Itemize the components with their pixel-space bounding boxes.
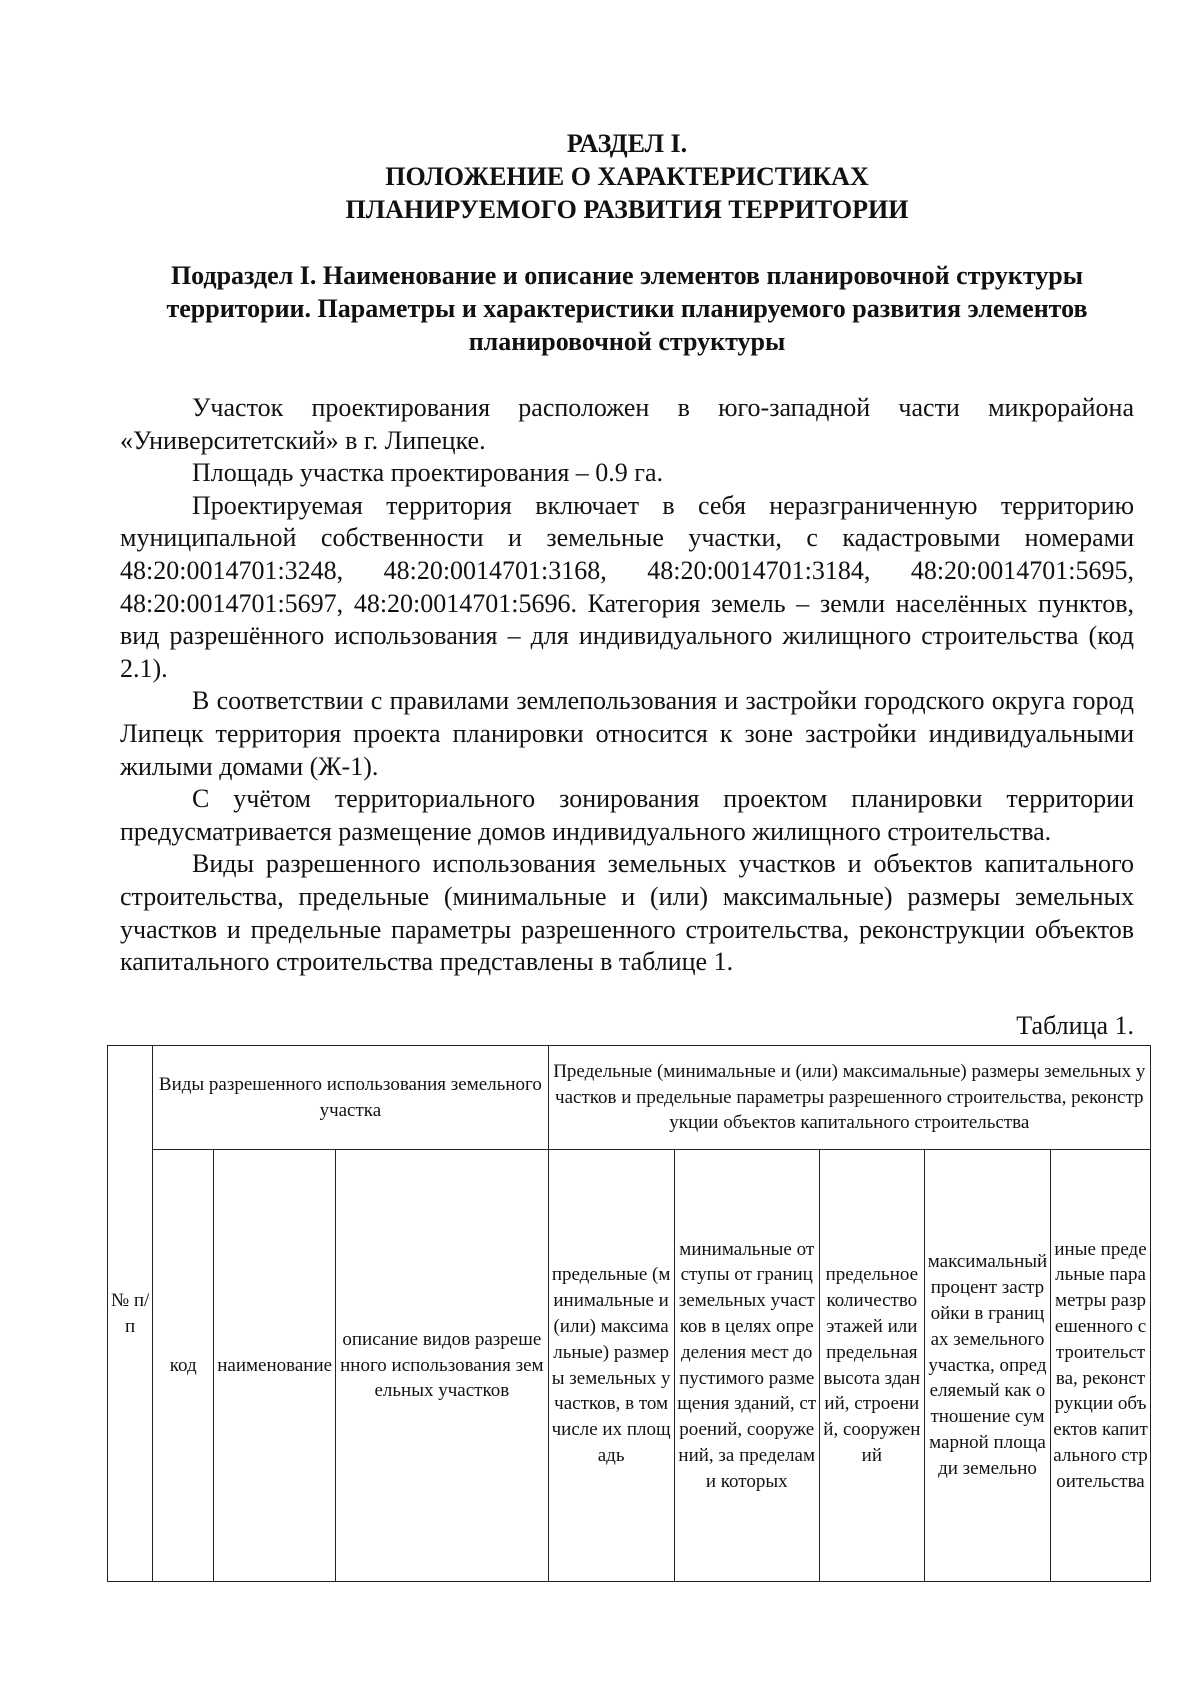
- section-heading-line: РАЗДЕЛ I.: [566, 129, 688, 158]
- header-floors: предельное количество этажей или предельная высота зданий, строений, сооружений: [819, 1150, 924, 1582]
- header-setbacks: минимальные отступы от границ земельных участков в целях определения мест допустимого размещения зданий, строений, сооружений, за пределами которых: [674, 1150, 819, 1582]
- subsection-heading-line: Подраздел I. Наименование и описание элементов планировочной структуры: [170, 261, 1084, 290]
- subsection-heading-line: территории. Параметры и характеристики планируемого развития элементов: [166, 294, 1088, 323]
- section-heading: [120, 127, 1134, 226]
- table-caption: Таблица 1.: [1016, 1011, 1134, 1040]
- subsection-heading: [120, 259, 1134, 358]
- paragraph: Проектируемая территория включает в себя неразграниченную территорию муниципальной собственности и земельные участки, с кадастровыми номерами 48:20:0014701:3248, 48:20:0014701:3168, 48:20:0014701:3184, 48:20:0014701:5695, 48:20:0014701:5697, 48:20:0014701:5696. Категория земель – земли населённых пунктов, вид разрешённого использования – для индивидуального жилищного строительства (код 2.1).: [120, 490, 1134, 683]
- header-description: описание видов разрешенного использования земельных участков: [336, 1150, 548, 1582]
- header-group-use: Виды разрешенного использования земельного участка: [153, 1046, 548, 1150]
- header-other-params: иные предельные параметры разрешенного строительства, реконструкции объектов капитального строительства: [1051, 1150, 1151, 1582]
- section-heading-line: ПЛАНИРУЕМОГО РАЗВИТИЯ ТЕРРИТОРИИ: [345, 195, 909, 224]
- paragraph: В соответствии с правилами землепользования и застройки городского округа город Липецк территория проекта планировки относится к зоне застройки индивидуальными жилыми домами (Ж-1).: [120, 686, 1134, 781]
- header-name: наименование: [214, 1150, 336, 1582]
- header-group-limits: Предельные (минимальные и (или) максимальные) размеры земельных участков и предельные параметры разрешенного строительства, реконструкции объектов капитального строительства: [548, 1046, 1150, 1150]
- header-number: № п/п: [108, 1046, 153, 1582]
- header-code: код: [153, 1150, 214, 1582]
- header-coverage: максимальный процент застройки в границах земельного участка, определяемый как отношение суммарной площади земельно: [924, 1150, 1050, 1582]
- paragraph: Участок проектирования расположен в юго-западной части микрорайона «Университетский» в г. Липецке.: [120, 393, 1134, 455]
- land-use-table: [107, 1045, 1151, 1582]
- paragraph: Виды разрешенного использования земельных участков и объектов капитального строительства, предельные (минимальные и (или) максимальные) размеры земельных участков и предельные параметры разрешенного строительства, реконструкции объектов капитального строительства представлены в таблице 1.: [120, 849, 1134, 977]
- header-plot-size: предельные (минимальные и (или) максимальные) размеры земельных участков, в том числе их площадь: [548, 1150, 674, 1582]
- table-header-row: [108, 1150, 1151, 1582]
- subsection-heading-line: планировочной структуры: [468, 327, 786, 356]
- paragraph: Площадь участка проектирования – 0.9 га.: [192, 458, 663, 488]
- table-header-row: [108, 1046, 1151, 1150]
- paragraph: С учётом территориального зонирования проектом планировки территории предусматривается размещение домов индивидуального жилищного строительства.: [120, 784, 1134, 846]
- body-text: [120, 392, 1134, 979]
- section-heading-line: ПОЛОЖЕНИЕ О ХАРАКТЕРИСТИКАХ: [385, 162, 869, 191]
